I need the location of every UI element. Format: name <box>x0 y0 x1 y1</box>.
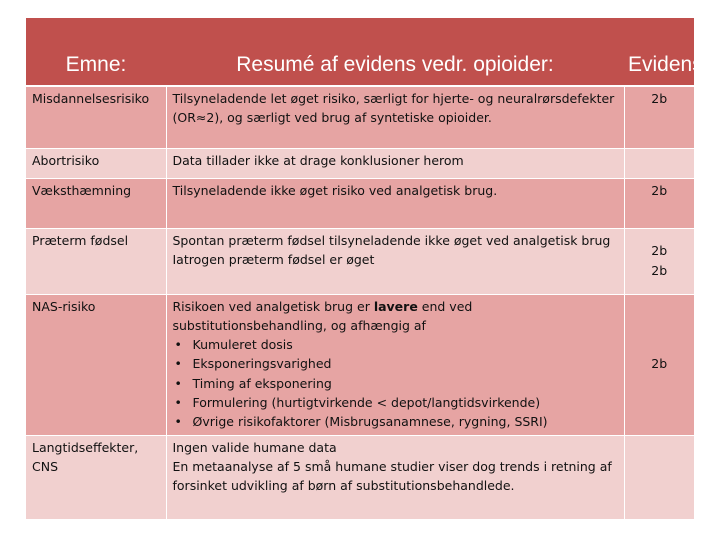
factor-list <box>173 335 618 431</box>
header-evidence: Evidens <box>624 18 694 86</box>
summary-emphasis: lavere <box>373 298 418 314</box>
evidence-cell <box>624 435 694 519</box>
bullet-icon: • <box>174 337 182 353</box>
summary-cell <box>166 228 624 294</box>
summary-cell <box>166 294 624 435</box>
header-topic: Emne: <box>26 18 166 86</box>
summary-line: Iatrogen præterm fødsel er øget <box>172 251 375 267</box>
list-item <box>173 354 618 373</box>
factor-text: Øvrige risikofaktorer (Misbrugsanamnese, rygning, SSRI) <box>192 414 548 430</box>
evidence-cell <box>624 228 694 294</box>
evidence-cell: 2b <box>624 86 694 148</box>
header-summary: Resumé af evidens vedr. opioider: <box>166 18 624 86</box>
summary-cell: Tilsyneladende ikke øget risiko ved analgetisk brug. <box>166 178 624 228</box>
list-item <box>173 393 618 412</box>
list-item <box>173 335 618 354</box>
summary-text: end ved substitutionsbehandling, og afhængig af <box>172 298 473 333</box>
factor-text: Formulering (hurtigtvirkende < depot/langtidsvirkende) <box>192 394 541 410</box>
row-praeterm-foedsel <box>26 228 694 294</box>
topic-cell: Abortrisiko <box>26 148 166 178</box>
list-item <box>173 374 618 393</box>
topic-cell: NAS-risiko <box>26 294 166 435</box>
row-nas-risiko <box>26 294 694 435</box>
factor-text: Timing af eksponering <box>192 375 332 391</box>
summary-text: Risikoen ved analgetisk brug er <box>172 298 374 314</box>
row-vaeksthaemning <box>26 178 694 228</box>
bullet-icon: • <box>174 394 182 410</box>
evidence-cell <box>624 148 694 178</box>
bullet-icon: • <box>174 375 182 391</box>
bullet-icon: • <box>174 414 182 430</box>
evidence-value: 2b <box>651 243 668 259</box>
evidence-cell: 2b <box>624 294 694 435</box>
list-item <box>173 412 618 431</box>
summary-cell: Data tillader ikke at drage konklusioner herom <box>166 148 624 178</box>
summary-line: Spontan præterm fødsel tilsyneladende ikke øget ved analgetisk brug <box>172 232 611 248</box>
row-abortrisiko <box>26 148 694 178</box>
evidence-cell: 2b <box>624 178 694 228</box>
topic-cell: Langtidseffekter, CNS <box>26 435 166 519</box>
topic-cell: Væksthæmning <box>26 178 166 228</box>
factor-text: Kumuleret dosis <box>192 337 293 353</box>
summary-line: Ingen valide humane data <box>172 439 337 455</box>
row-langtidseffekter <box>26 435 694 519</box>
evidence-table <box>26 18 703 519</box>
summary-line: En metaanalyse af 5 små humane studier viser dog trends i retning af forsinket udvikling af børn af substitutionsbehandlede. <box>172 458 612 494</box>
row-misdannelsesrisiko <box>26 86 694 148</box>
factor-text: Eksponeringsvarighed <box>192 356 332 372</box>
summary-cell <box>166 435 624 519</box>
topic-cell: Præterm fødsel <box>26 228 166 294</box>
bullet-icon: • <box>174 356 182 372</box>
summary-cell: Tilsyneladende let øget risiko, særligt for hjerte- og neuralrørsdefekter (OR≈2), og særligt ved brug af syntetiske opioider. <box>166 86 624 148</box>
header-row <box>26 18 694 86</box>
evidence-value: 2b <box>651 262 668 278</box>
topic-cell: Misdannelsesrisiko <box>26 86 166 148</box>
